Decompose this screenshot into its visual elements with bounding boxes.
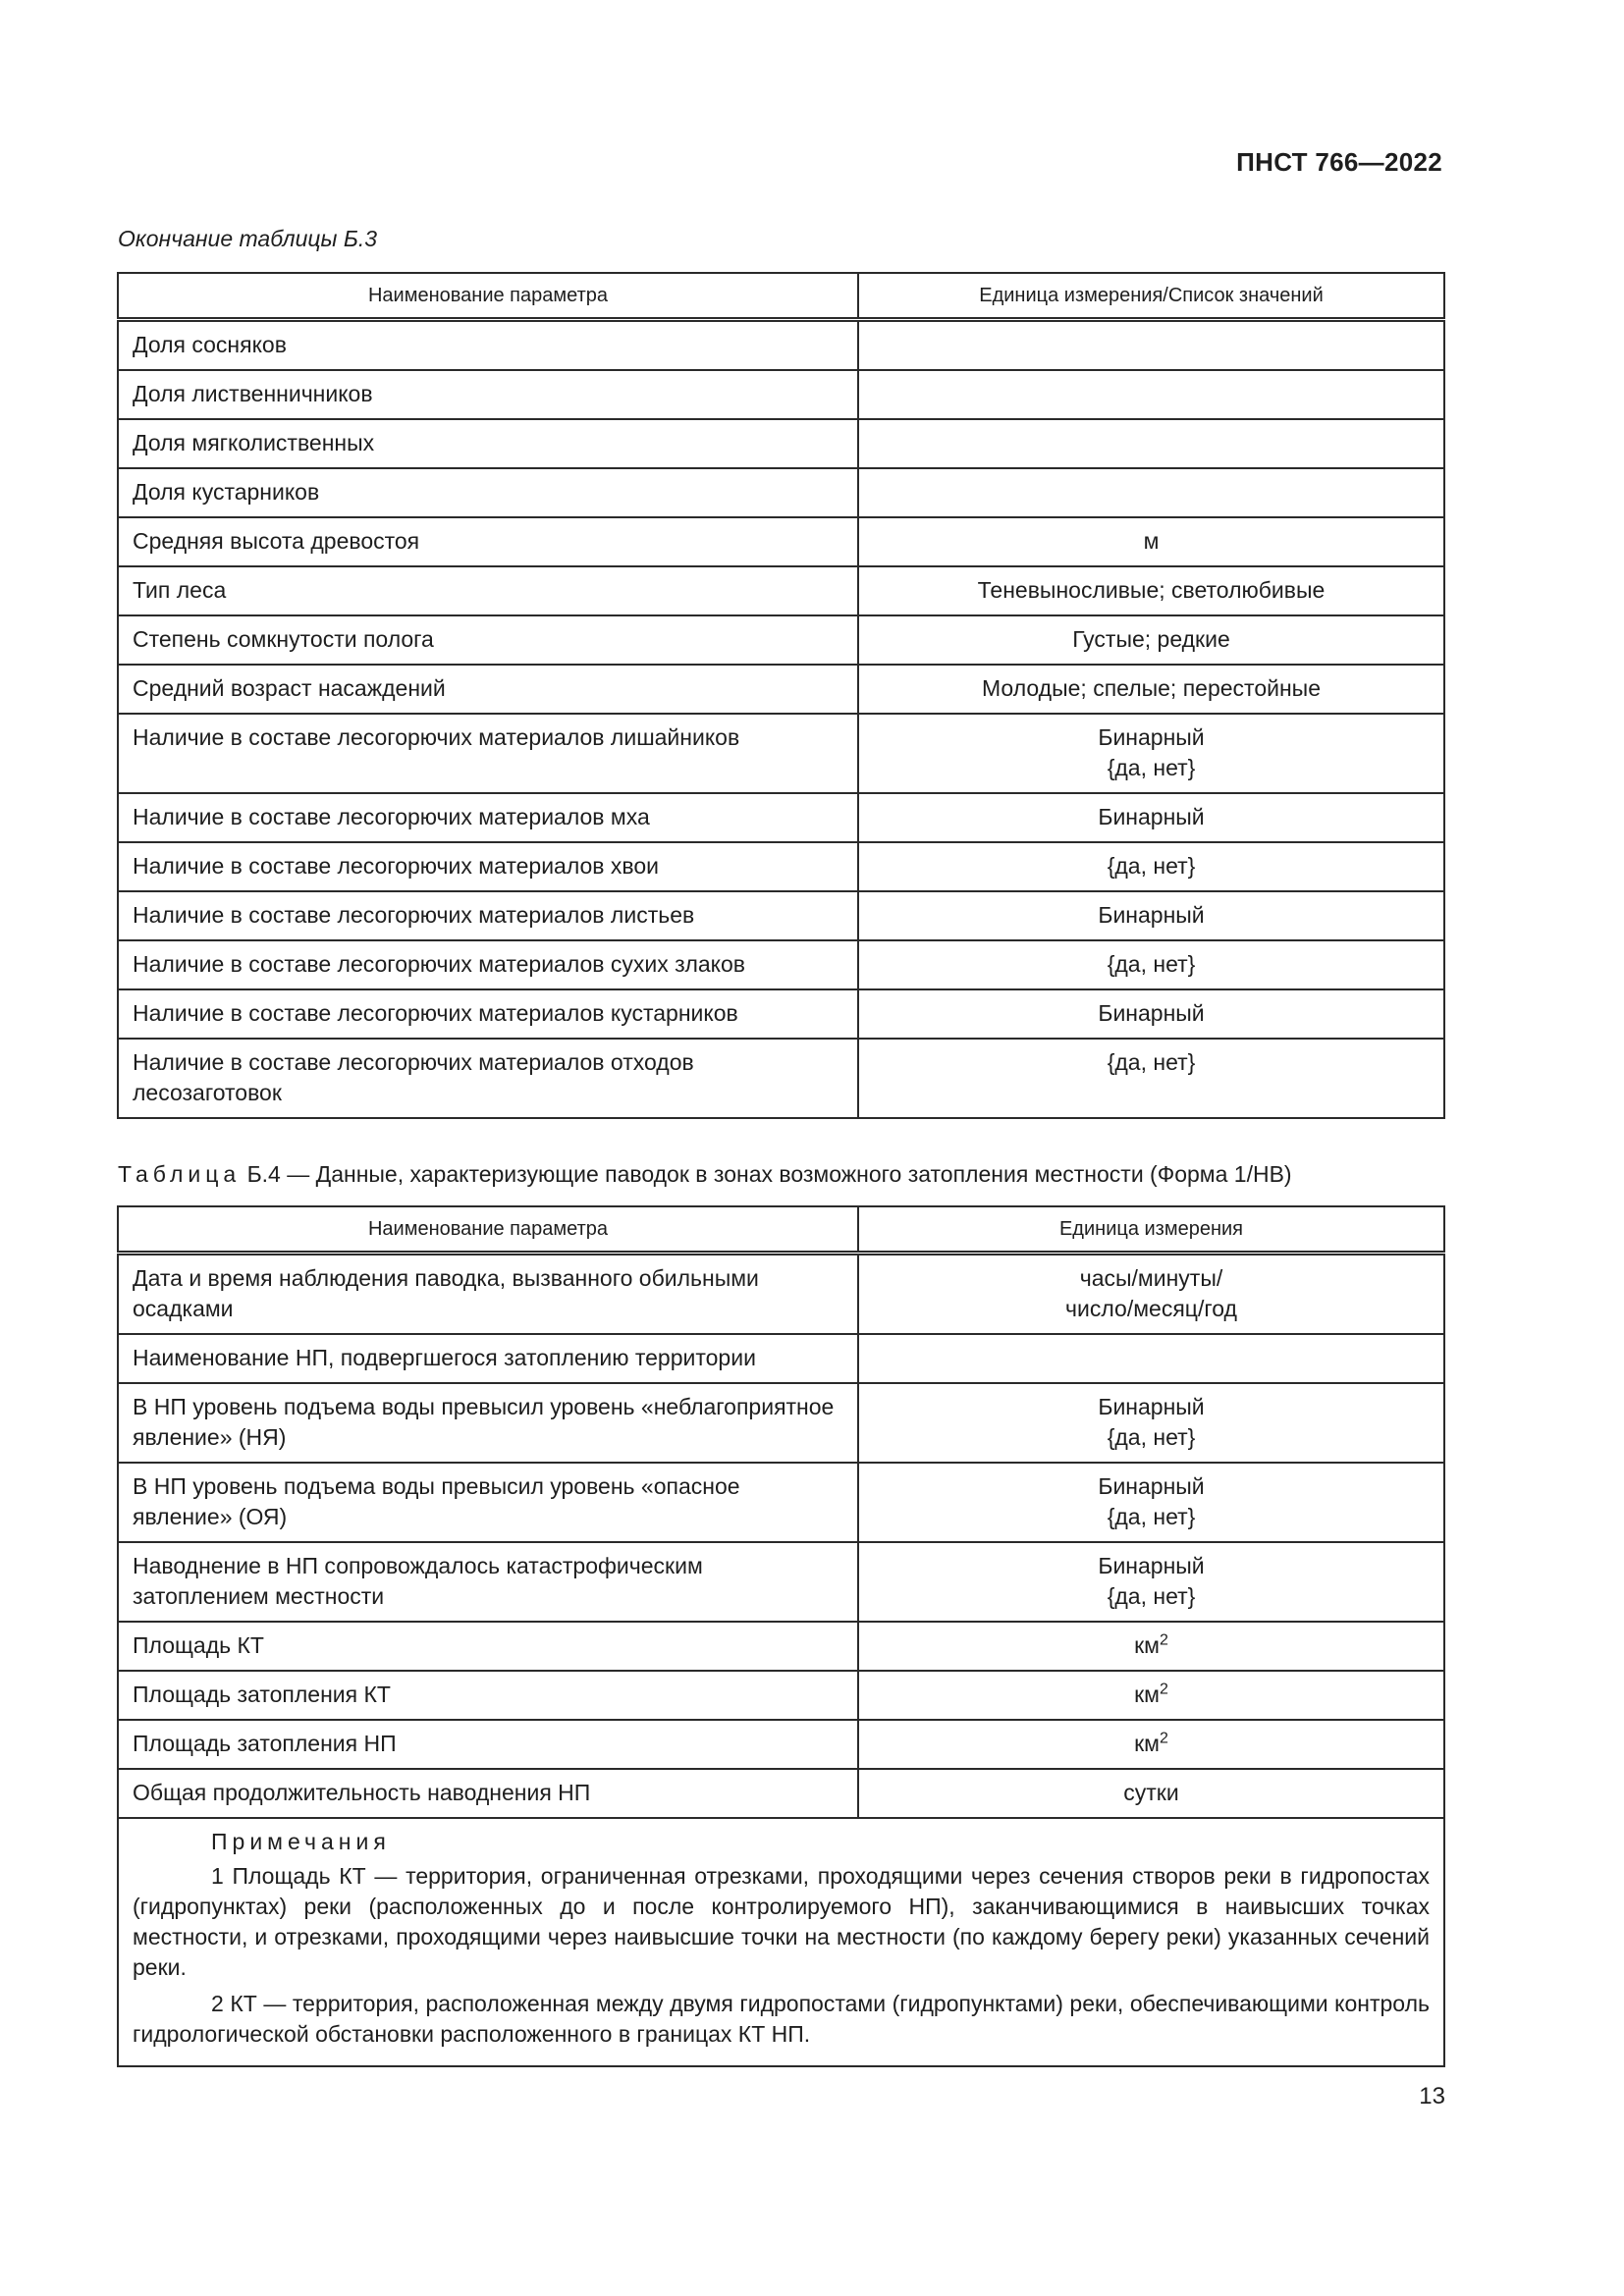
table-row bbox=[118, 842, 1444, 891]
param-cell: Наличие в составе лесогорючих материалов хвои bbox=[118, 842, 858, 891]
param-cell: Степень сомкнутости полога bbox=[118, 615, 858, 665]
table-row bbox=[118, 1769, 1444, 1818]
table-row bbox=[118, 665, 1444, 714]
table-b3 bbox=[117, 272, 1445, 1119]
unit-superscript: 2 bbox=[1159, 1631, 1168, 1649]
unit-cell: Теневыносливые; светолюбивые bbox=[858, 566, 1444, 615]
unit-cell: {да, нет} bbox=[858, 940, 1444, 989]
table-row bbox=[118, 1720, 1444, 1769]
column-header-param: Наименование параметра bbox=[118, 273, 858, 320]
table-b4 bbox=[117, 1205, 1445, 2067]
param-cell: Площадь затопления КТ bbox=[118, 1671, 858, 1720]
unit-line: часы/минуты/ bbox=[1079, 1265, 1223, 1291]
note-item: 2 КТ — территория, расположенная между двумя гидропостами (гидропунктами) реки, обеспечивающими контроль гидрологической обстановки расположенного в границах КТ НП. bbox=[133, 1991, 1430, 2047]
column-header-unit: Единица измерения/Список значений bbox=[858, 273, 1444, 320]
unit-text: км bbox=[1134, 1632, 1160, 1658]
unit-cell bbox=[858, 1254, 1444, 1335]
unit-cell: Густые; редкие bbox=[858, 615, 1444, 665]
column-header-unit: Единица измерения bbox=[858, 1206, 1444, 1254]
table-row bbox=[118, 940, 1444, 989]
table-row bbox=[118, 1671, 1444, 1720]
table-row bbox=[118, 615, 1444, 665]
unit-line: {да, нет} bbox=[1107, 1424, 1196, 1450]
param-cell: Доля мягколиственных bbox=[118, 419, 858, 468]
param-cell: Дата и время наблюдения паводка, вызванного обильными осадками bbox=[118, 1254, 858, 1335]
param-cell: Наличие в составе лесогорючих материалов сухих злаков bbox=[118, 940, 858, 989]
param-cell: Наличие в составе лесогорючих материалов лишайников bbox=[118, 714, 858, 793]
param-cell: Площадь затопления НП bbox=[118, 1720, 858, 1769]
table-row bbox=[118, 566, 1444, 615]
table-row bbox=[118, 714, 1444, 793]
unit-line: {да, нет} bbox=[1107, 1583, 1196, 1609]
unit-cell: {да, нет} bbox=[858, 842, 1444, 891]
table-row bbox=[118, 419, 1444, 468]
param-cell: Наводнение в НП сопровождалось катастрофическим затоплением местности bbox=[118, 1542, 858, 1622]
table-row bbox=[118, 517, 1444, 566]
param-cell: Наличие в составе лесогорючих материалов мха bbox=[118, 793, 858, 842]
table-b4-caption bbox=[118, 1161, 1292, 1188]
notes-cell bbox=[118, 1818, 1444, 2066]
param-cell: Наличие в составе лесогорючих материалов отходов лесозаготовок bbox=[118, 1039, 858, 1118]
unit-line: Бинарный bbox=[1098, 1473, 1205, 1499]
unit-line: число/месяц/год bbox=[1065, 1296, 1237, 1321]
unit-cell bbox=[858, 370, 1444, 419]
unit-line: Бинарный bbox=[1098, 724, 1205, 750]
param-cell: Площадь КТ bbox=[118, 1622, 858, 1671]
unit-cell: {да, нет} bbox=[858, 1039, 1444, 1118]
unit-line: Бинарный bbox=[1098, 1394, 1205, 1419]
unit-cell bbox=[858, 1542, 1444, 1622]
param-cell: В НП уровень подъема воды превысил уровень «неблагоприятное явление» (НЯ) bbox=[118, 1383, 858, 1463]
unit-cell: Молодые; спелые; перестойные bbox=[858, 665, 1444, 714]
unit-line: {да, нет} bbox=[1107, 1504, 1196, 1529]
unit-cell bbox=[858, 320, 1444, 371]
unit-text: км bbox=[1134, 1731, 1160, 1756]
table-row bbox=[118, 989, 1444, 1039]
table-row bbox=[118, 1254, 1444, 1335]
unit-cell: Бинарный bbox=[858, 793, 1444, 842]
param-cell: Наличие в составе лесогорючих материалов листьев bbox=[118, 891, 858, 940]
table-title: Б.4 — Данные, характеризующие паводок в зонах возможного затопления местности (Форма 1/НВ) bbox=[246, 1161, 1292, 1187]
unit-cell bbox=[858, 468, 1444, 517]
table-row bbox=[118, 1334, 1444, 1383]
unit-cell bbox=[858, 1622, 1444, 1671]
unit-superscript: 2 bbox=[1159, 1730, 1168, 1747]
unit-cell bbox=[858, 419, 1444, 468]
param-cell: Средний возраст насаждений bbox=[118, 665, 858, 714]
table-row bbox=[118, 320, 1444, 371]
table-row bbox=[118, 793, 1444, 842]
unit-text: км bbox=[1134, 1682, 1160, 1707]
table-row bbox=[118, 1463, 1444, 1542]
document-code: ПНСТ 766—2022 bbox=[1236, 147, 1442, 177]
table-label: Таблица bbox=[118, 1161, 242, 1187]
unit-line: Бинарный bbox=[1098, 1553, 1205, 1578]
table-row bbox=[118, 1542, 1444, 1622]
param-cell: В НП уровень подъема воды превысил уровень «опасное явление» (ОЯ) bbox=[118, 1463, 858, 1542]
table-row bbox=[118, 370, 1444, 419]
table-b3-caption: Окончание таблицы Б.3 bbox=[118, 226, 378, 251]
unit-cell bbox=[858, 1671, 1444, 1720]
note-item: 1 Площадь КТ — территория, ограниченная отрезками, проходящими через сечения створов реки в гидропостах (гидропунктах) реки (расположенных до и после контролируемого НП), заканчивающимися в наивысших точках местности, и отрезками, проходящими через наивысшие точки на местности (по каждому берегу реки) указанных сечений реки. bbox=[133, 1863, 1430, 1980]
param-cell: Доля сосняков bbox=[118, 320, 858, 371]
param-cell: Тип леса bbox=[118, 566, 858, 615]
table-row bbox=[118, 1383, 1444, 1463]
unit-cell bbox=[858, 1720, 1444, 1769]
param-cell: Средняя высота древостоя bbox=[118, 517, 858, 566]
unit-cell: Бинарный bbox=[858, 989, 1444, 1039]
unit-cell bbox=[858, 1383, 1444, 1463]
unit-cell: Бинарный bbox=[858, 891, 1444, 940]
unit-cell bbox=[858, 1463, 1444, 1542]
param-cell: Наличие в составе лесогорючих материалов кустарников bbox=[118, 989, 858, 1039]
column-header-param: Наименование параметра bbox=[118, 1206, 858, 1254]
unit-cell bbox=[858, 1334, 1444, 1383]
param-cell: Общая продолжительность наводнения НП bbox=[118, 1769, 858, 1818]
param-cell: Наименование НП, подвергшегося затоплению территории bbox=[118, 1334, 858, 1383]
notes-row bbox=[118, 1818, 1444, 2066]
unit-cell: сутки bbox=[858, 1769, 1444, 1818]
table-row bbox=[118, 468, 1444, 517]
table-row bbox=[118, 1039, 1444, 1118]
table-row bbox=[118, 891, 1444, 940]
param-cell: Доля кустарников bbox=[118, 468, 858, 517]
unit-line: {да, нет} bbox=[1107, 755, 1196, 780]
page-number: 13 bbox=[1419, 2083, 1445, 2109]
param-cell: Доля лиственничников bbox=[118, 370, 858, 419]
unit-cell bbox=[858, 714, 1444, 793]
unit-cell: м bbox=[858, 517, 1444, 566]
notes-title: Примечания bbox=[211, 1829, 391, 1854]
unit-superscript: 2 bbox=[1159, 1681, 1168, 1698]
table-row bbox=[118, 1622, 1444, 1671]
